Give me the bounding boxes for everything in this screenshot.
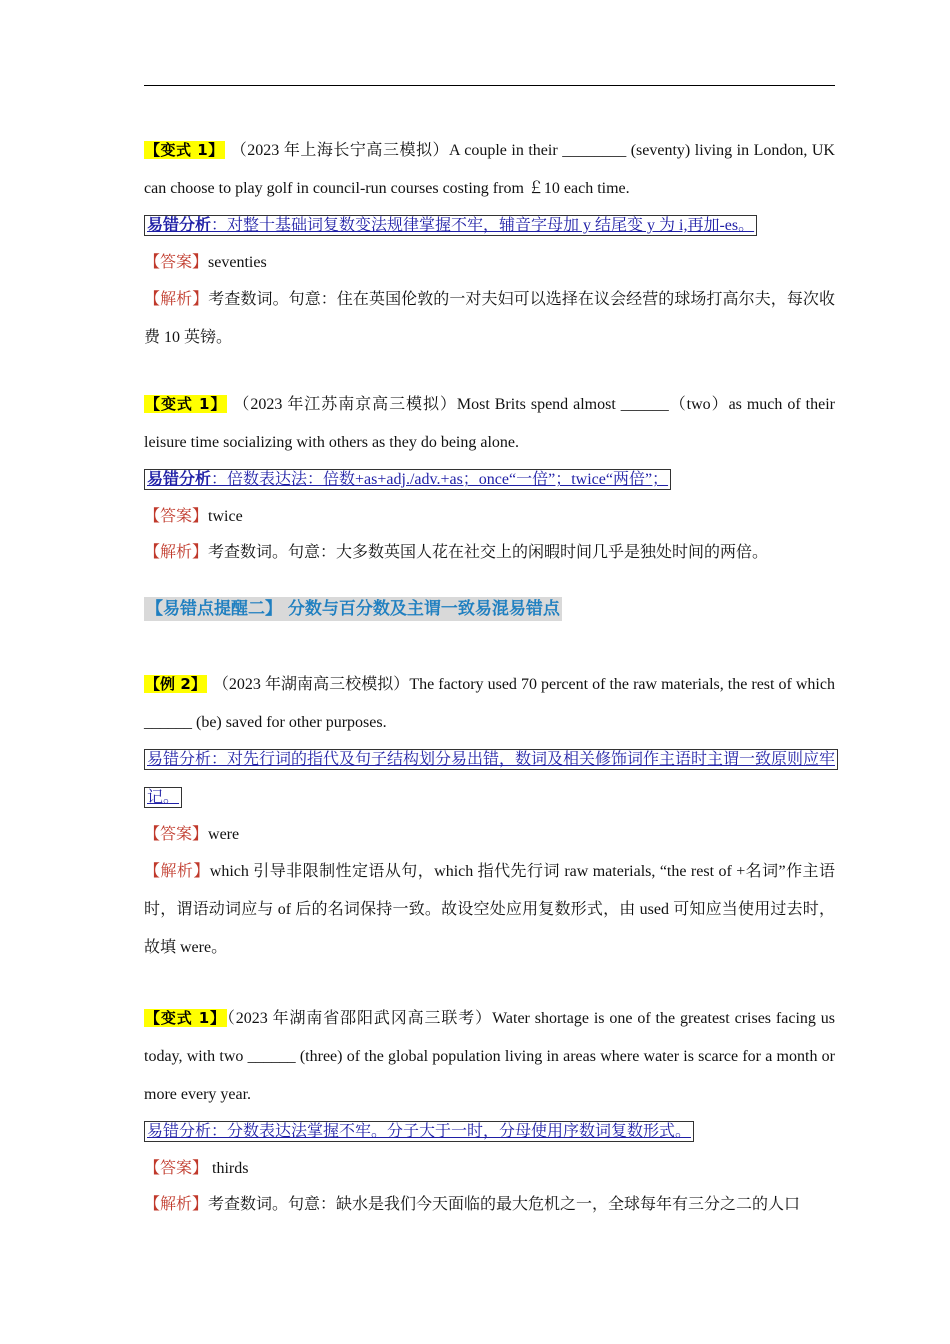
explain-label: 【解析】 — [144, 544, 209, 561]
section-heading-block — [144, 597, 835, 621]
answer-line — [144, 817, 835, 853]
answer-label: 【答案】 — [144, 1160, 209, 1177]
question-text: A couple in their ________ (seventy) living in London, UK can choose to play golf in council-run courses costing from ￡10 each time. — [144, 142, 835, 197]
question-paragraph — [144, 665, 835, 742]
item-source: （2023 年湖南高三校模拟） — [220, 676, 410, 693]
item-tag: 【变式 1】 — [145, 141, 224, 159]
item-tag: 【例 2】 — [145, 675, 206, 693]
explain-label: 【解析】 — [144, 1196, 209, 1213]
question-paragraph — [144, 131, 835, 208]
section-heading: 【易错点提醒二】 分数与百分数及主谓一致易混易错点 — [146, 599, 560, 619]
answer-line — [144, 245, 835, 281]
answer-label: 【答案】 — [144, 254, 209, 271]
explain-text: 考查数词。句意：住在英国伦敦的一对夫妇可以选择在议会经营的球场打高尔夫，每次收费 10 英镑。 — [144, 291, 835, 346]
error-analysis-box: 易错分析：分数表达法掌握不牢。分子大于一时，分母使用序数词复数形式。 — [144, 1121, 694, 1142]
error-analysis-box — [144, 215, 757, 236]
exercise-item-3 — [144, 665, 835, 967]
answer-text: thirds — [208, 1160, 249, 1177]
header-rule — [144, 85, 835, 86]
answer-text: twice — [208, 508, 243, 525]
item-tag: 【变式 1】 — [145, 395, 227, 413]
item-tag: 【变式 1】 — [145, 1009, 226, 1027]
error-analysis — [144, 207, 835, 245]
error-analysis — [144, 461, 835, 499]
answer-label: 【答案】 — [144, 508, 209, 525]
explain-text: which 引导非限制性定语从句，which 指代先行词 raw materials, “the rest of +名词”作主语时，谓语动词应与 of 后的名词保持一致。故设空处应用复数形式，由 used 可知应当使用过去时，故填 were。 — [144, 863, 835, 956]
exercise-item-4 — [144, 999, 835, 1223]
question-paragraph — [144, 385, 835, 462]
error-analysis — [144, 1113, 835, 1151]
exercise-item-2 — [144, 385, 835, 571]
item-source: （2023 年上海长宁高三模拟） — [238, 142, 450, 159]
explain-label: 【解析】 — [144, 291, 209, 308]
answer-line — [144, 1151, 835, 1187]
explain-label: 【解析】 — [144, 863, 210, 880]
explanation — [144, 1187, 835, 1223]
error-text: ：倍数表达法：倍数+as+adj./adv.+as；once“一倍”；twice“两倍”； — [211, 471, 669, 488]
explain-text: 考查数词。句意：大多数英国人花在社交上的闲暇时间几乎是独处时间的两倍。 — [208, 544, 769, 561]
answer-text: seventies — [208, 254, 267, 271]
question-paragraph — [144, 999, 835, 1114]
answer-line — [144, 499, 835, 535]
question-text: Most Brits spend almost ______（two）as much of their leisure time socializing with others as they do being alone. — [144, 396, 835, 451]
error-analysis — [144, 741, 835, 817]
error-analysis-box — [144, 469, 671, 490]
error-analysis-box: 易错分析：对先行词的指代及句子结构划分易出错，数词及相关修饰词作主语时主谓一致原则应牢记。 — [144, 749, 838, 808]
answer-text: were — [208, 826, 240, 843]
explanation — [144, 853, 835, 967]
explain-text: 考查数词。句意：缺水是我们今天面临的最大危机之一，全球每年有三分之二的人口 — [208, 1196, 801, 1213]
error-text: ：对整十基础词复数变法规律掌握不牢，辅音字母加 y 结尾变 y 为 i,再加-es。 — [211, 217, 755, 234]
explanation — [144, 281, 835, 357]
answer-label: 【答案】 — [144, 826, 209, 843]
error-label: 易错分析 — [147, 217, 212, 234]
exercise-item-1 — [144, 131, 835, 357]
question-text: The factory used 70 percent of the raw materials, the rest of which ______ (be) saved for other purposes. — [144, 676, 835, 731]
question-text: Water shortage is one of the greatest crises facing us today, with two ______ (three) of the global population living in areas where water is scarce for a month or more every year. — [144, 1010, 835, 1103]
item-source: （2023 年江苏南京高三模拟） — [241, 396, 457, 413]
error-label: 易错分析 — [147, 471, 212, 488]
item-source: （2023 年湖南省邵阳武冈高三联考） — [226, 1010, 493, 1027]
explanation — [144, 535, 835, 571]
